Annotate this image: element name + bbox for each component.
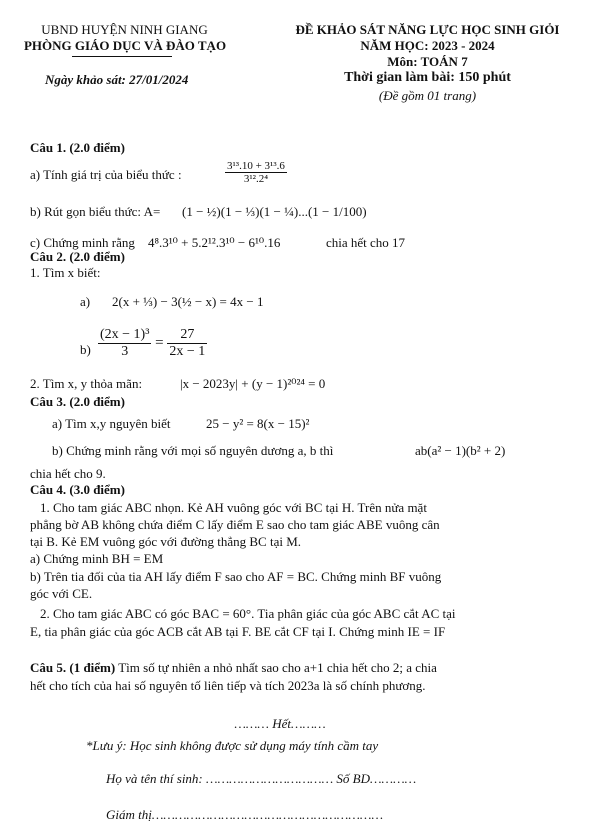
q3-a-expression: 25 − y² = 8(x − 15)² [206, 416, 310, 431]
q2-part2-expression: |x − 2023y| + (y − 1)²⁰²⁴ = 0 [180, 376, 326, 391]
q1-a-text: a) Tính giá trị của biểu thức : [30, 167, 182, 182]
q5-text-1: Tìm số tự nhiên a nhỏ nhất sao cho a+1 chia hết cho 2; a chia [118, 660, 437, 675]
q4-line-2: phẳng bờ AB không chứa điểm C lấy điểm E sao cho tam giác ABE vuông cân [30, 517, 440, 532]
q2-title: Câu 2. (2.0 điểm) [30, 249, 125, 264]
subject: Môn: TOÁN 7 [387, 54, 468, 69]
q1-b-expression: (1 − ½)(1 − ⅓)(1 − ¼)...(1 − 1/100) [182, 204, 367, 219]
q5-title: Câu 5. (1 điểm) [30, 660, 116, 675]
q1-title: Câu 1. (2.0 điểm) [30, 140, 125, 155]
candidate-name-line: Họ và tên thí sinh: …………………………… Số BD………… [106, 771, 417, 786]
q4-line-4: a) Chứng minh BH = EM [30, 551, 164, 566]
calculator-note: *Lưu ý: Học sinh không được sử dụng máy tính cầm tay [86, 738, 379, 753]
page-count: (Đề gồm 01 trang) [378, 88, 477, 103]
q2-a-expression: 2(x + ⅓) − 3(½ − x) = 4x − 1 [112, 294, 264, 309]
department-name: PHÒNG GIÁO DỤC VÀ ĐÀO TẠO [23, 38, 227, 53]
q2-a-label: a) [80, 294, 91, 309]
header-left-underline [72, 56, 172, 57]
q2-b-equals: = [155, 334, 164, 351]
q1-c-expression: 4⁸.3¹⁰ + 5.2¹².3¹⁰ − 6¹⁰.16 [148, 235, 281, 250]
q3-title: Câu 3. (2.0 điểm) [30, 394, 125, 409]
q2-b-equation [98, 327, 207, 360]
q1-c-tail: chia hết cho 17 [326, 235, 406, 250]
school-district: UBND HUYỆN NINH GIANG [41, 22, 208, 37]
q3-b-expression: ab(a² − 1)(b² + 2) [415, 443, 506, 458]
q2-b-left-numerator: (2x − 1)³ [100, 327, 150, 342]
survey-date: Ngày khảo sát: 27/01/2024 [45, 72, 189, 87]
exam-title: ĐỀ KHẢO SÁT NĂNG LỰC HỌC SINH GIỎI [295, 22, 560, 37]
exam-duration: Thời gian làm bài: 150 phút [344, 70, 511, 85]
q3-b-text: b) Chứng minh rằng với mọi số nguyên dương a, b thì [52, 443, 334, 458]
q2-b-label: b) [80, 342, 91, 357]
q1-a-fraction [225, 160, 287, 185]
q4-title: Câu 4. (3.0 điểm) [30, 482, 125, 497]
school-year: NĂM HỌC: 2023 - 2024 [360, 38, 495, 53]
q4-line-3: tại B. Kẻ EM vuông góc với đường thẳng BC tại M. [30, 534, 302, 549]
q2-b-right-numerator: 27 [167, 327, 207, 344]
q1-c-text: c) Chứng minh rằng [30, 235, 135, 250]
end-marker: ……… Hết……… [234, 716, 326, 731]
q1-a-numerator: 3¹³.10 + 3¹³.6 [227, 160, 285, 172]
q2-part1: 1. Tìm x biết: [30, 265, 101, 280]
q1-b-text: b) Rút gọn biểu thức: A= [30, 204, 161, 219]
q2-b-right-denominator: 2x − 1 [169, 344, 206, 359]
q2-part2: 2. Tìm x, y thỏa mãn: [30, 376, 143, 391]
q2-b-left-denominator: 3 [121, 344, 129, 359]
q3-a-text: a) Tìm x,y nguyên biết [52, 416, 171, 431]
proctor-line: Giám thị…………………………………………………… [106, 807, 384, 822]
q4-line-7: 2. Cho tam giác ABC có góc BAC = 60°. Tia phân giác của góc ABC cắt AC tại [40, 606, 456, 621]
q4-line-6: góc với CE. [30, 586, 93, 601]
q3-b-tail: chia hết cho 9. [30, 466, 106, 481]
q4-line-1: 1. Cho tam giác ABC nhọn. Kẻ AH vuông góc với BC tại H. Trên nửa mặt [40, 500, 427, 515]
q4-line-8: E, tia phân giác của góc ACB cắt AB tại F. BE cắt CF tại I. Chứng minh IE = IF [30, 624, 446, 639]
q5-line-2: hết cho tích của hai số nguyên tố liên tiếp và tích 2023a là số chính phương. [30, 678, 426, 693]
q5-line-1 [30, 660, 437, 676]
q1-a-denominator: 3¹².2⁴ [243, 173, 269, 185]
q4-line-5: b) Trên tia đối của tia AH lấy điểm F sao cho AF = BC. Chứng minh BF vuông [30, 569, 442, 584]
